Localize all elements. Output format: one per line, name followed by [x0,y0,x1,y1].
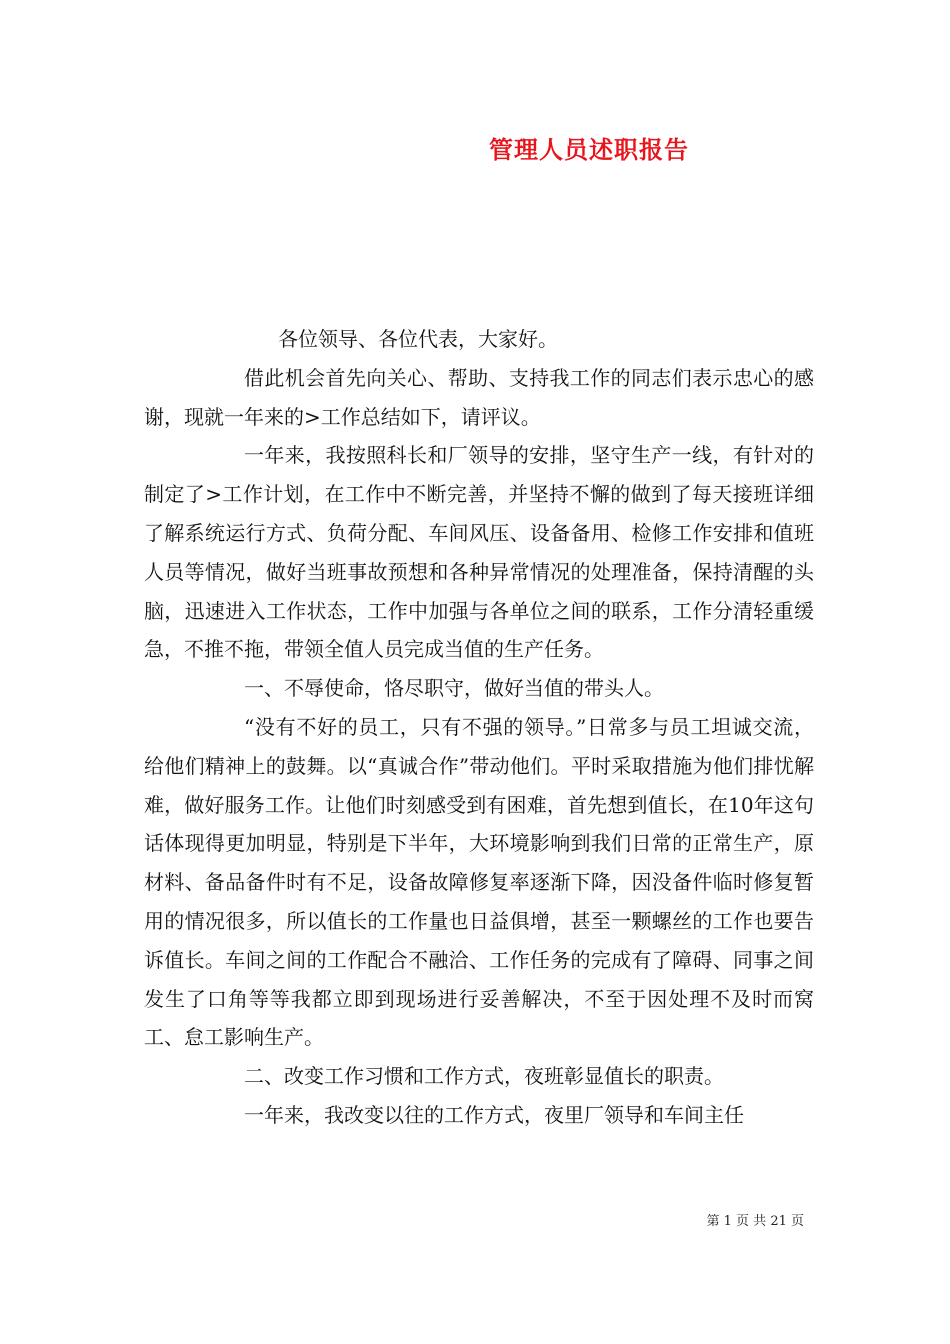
document-title: 管理人员述职报告 [489,135,689,164]
section-heading-1: 一、不辱使命，恪尽职守，做好当值的带头人。 [244,676,664,701]
body-paragraph: 一年来，我改变以往的工作方式，夜里厂领导和车间主任 [244,1102,744,1127]
body-paragraph: “没有不好的员工，只有不强的领导。”日常多与员工坦诚交流，给他们精神上的鼓舞。以“真诚合作”带动他们。平时采取措施为他们排忧解难，做好服务工作。让他们时刻感受到有困难，首先想到值长，在10年这句话体现得更加明显，特别是下半年，大环境影响到我们日常的正常生产，原材料、备品备件时有不足，设备故障修复率逐渐下降，因没备件临时修复暂用的情况很多，所以值长的工作量也日益俱增，甚至一颗螺丝的工作也要告诉值长。车间之间的工作配合不融洽、工作任务的完成有了障碍、同事之间发生了口角等等我都立即到现场进行妥善解决，不至于因处理不及时而窝工、怠工影响生产。 [144,714,814,1050]
section-heading-2: 二、改变工作习惯和工作方式，夜班彰显值长的职责。 [244,1064,724,1089]
page-number-footer: 第 1 页 共 21 页 [706,1214,804,1229]
greeting-paragraph: 各位领导、各位代表，大家好。 [278,327,558,351]
body-paragraph: 一年来，我按照科长和厂领导的安排，坚守生产一线，有针对的制定了>工作计划，在工作中不断完善，并坚持不懈的做到了每天接班详细了解系统运行方式、负荷分配、车间风压、设备备用、检修工作安排和值班人员等情况，做好当班事故预想和各种异常情况的处理准备，保持清醒的头脑，迅速进入工作状态，工作中加强与各单位之间的联系，工作分清轻重缓急，不推不拖，带领全值人员完成当值的生产任务。 [144,443,814,662]
document-body [144,320,814,1135]
body-paragraph: 借此机会首先向关心、帮助、支持我工作的同志们表示忠心的感谢，现就一年来的>工作总结如下，请评议。 [144,365,814,429]
